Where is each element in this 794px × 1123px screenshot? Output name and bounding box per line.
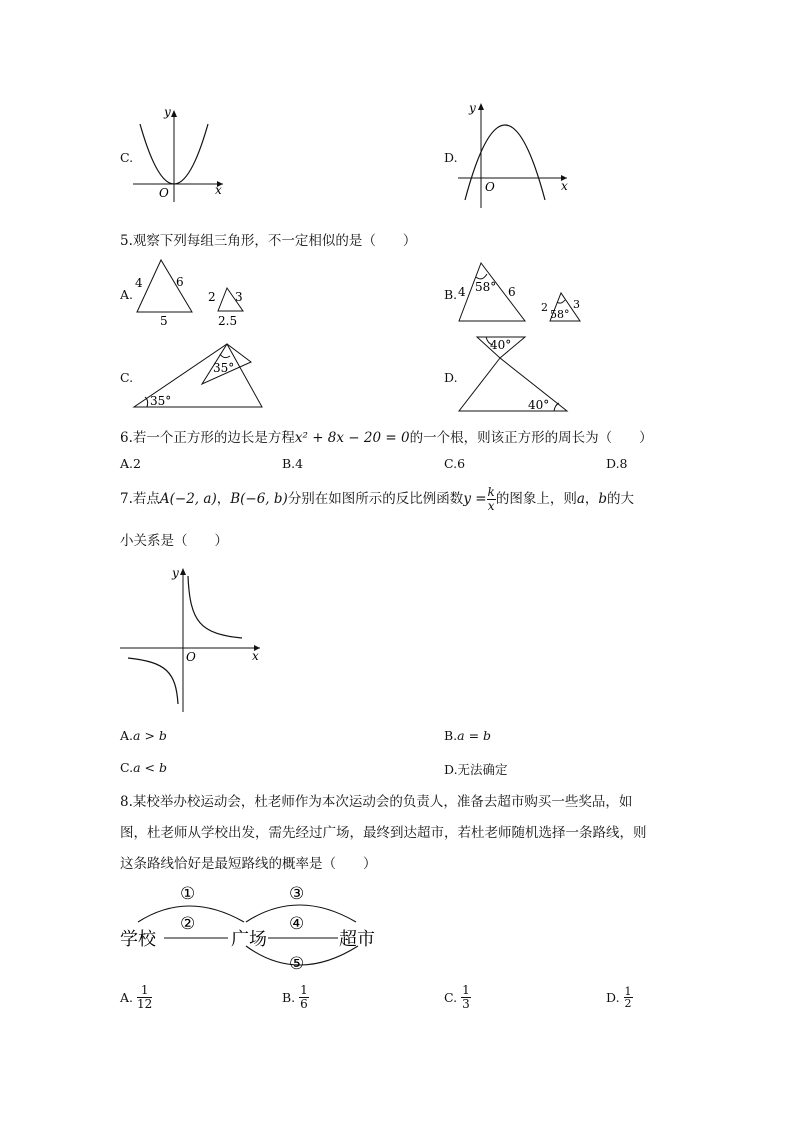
q8-stem-line1: 8.某校举办校运动会，杜老师作为本次运动会的负责人，准备去超市购买一些奖品，如: [120, 794, 633, 810]
q7-option-a: [120, 728, 167, 743]
q8-option-d-fraction: [624, 986, 633, 1009]
q4-option-c-graph: [128, 104, 228, 204]
q5c-angle-small: 35°: [213, 361, 235, 375]
q7-func-num: k: [487, 485, 495, 499]
q5a-t2-side-left: 2: [208, 290, 216, 304]
q5b-t1-side-right: 6: [508, 285, 516, 299]
q7-stem-part4: 的大: [607, 491, 635, 507]
q5a-t2-side-bottom: 2.5: [218, 314, 238, 328]
q5-option-c-figure: [130, 338, 270, 413]
q5b-t2-side-left: 2: [541, 301, 548, 314]
q5-option-a-figure: [130, 255, 260, 330]
q8-school-label: 学校: [120, 929, 156, 950]
q5a-t2-side-right: 3: [235, 290, 243, 304]
q4c-y-label: y: [164, 105, 171, 119]
q8-option-c: [444, 984, 471, 1011]
q8-option-b: [282, 984, 309, 1011]
q6-stem-pre: 6.若一个正方形的边长是方程: [120, 430, 295, 446]
q7-option-c: [120, 760, 167, 775]
q5-option-b-label: B.: [444, 287, 458, 302]
q5-option-d-label: D.: [444, 370, 458, 385]
q7-point-a: A(−2, a): [159, 491, 217, 507]
q8-route-5-label: ⑤: [289, 954, 305, 974]
q5-option-d-figure: [455, 333, 575, 415]
q7-func-lhs: y =: [463, 491, 487, 507]
q4d-origin-label: O: [485, 180, 495, 194]
q7-option-a-expr: a > b: [133, 728, 167, 743]
q7-option-a-label: A.: [120, 728, 134, 743]
q5b-t1-angle: 58°: [475, 280, 497, 294]
q7-option-b-label: B.: [444, 728, 458, 743]
q8-route-4-label: ④: [289, 914, 305, 934]
q8-option-a-num: 1: [137, 984, 152, 998]
q7-option-b-expr: a = b: [457, 728, 492, 743]
q8-option-d: [606, 986, 633, 1009]
q7-stem-line2: 小关系是（ ）: [120, 533, 228, 549]
q5c-angle-large: 35°: [150, 394, 172, 408]
q7-stem-part1: 7.若点: [120, 491, 160, 507]
q8-option-b-den: 6: [300, 997, 308, 1011]
q7-stem-line1: [120, 486, 634, 513]
q5-option-a-label: A.: [120, 287, 134, 302]
q8-option-b-fraction: [299, 984, 309, 1011]
q7-stem-part3: 的图象上，则: [495, 491, 577, 507]
q5a-t1-side-left: 4: [135, 276, 143, 290]
q7-y-label: y: [172, 566, 179, 580]
q6-stem: [120, 426, 653, 446]
q8-option-c-label: C.: [444, 990, 458, 1005]
q5-option-c-label: C.: [120, 370, 134, 385]
q8-option-d-label: D.: [606, 990, 620, 1005]
q7-func-fraction: [487, 486, 496, 513]
q4d-x-label: x: [561, 179, 568, 193]
q8-plaza-label: 广场: [231, 929, 267, 950]
q8-route-1-label: ①: [180, 884, 196, 904]
q8-option-d-den: 2: [624, 997, 632, 1010]
q4c-x-label: x: [215, 183, 222, 197]
q7-origin-label: O: [186, 650, 196, 664]
q8-option-a-label: A.: [120, 990, 134, 1005]
q7-point-b: B(−6, b): [230, 491, 288, 507]
q6-option-a: A.2: [120, 456, 141, 471]
q8-option-c-den: 3: [462, 997, 470, 1011]
q7-var-a: a: [576, 491, 585, 507]
q7-option-c-label: C.: [120, 760, 134, 775]
q7-option-d: D.无法确定: [444, 762, 508, 777]
q5d-angle-top: 40°: [490, 338, 512, 352]
q8-option-a-fraction: [137, 984, 152, 1011]
q5b-t2-angle: 58°: [550, 308, 570, 321]
q8-option-b-label: B.: [282, 990, 296, 1005]
q6-option-d: D.8: [606, 456, 628, 471]
q8-option-b-num: 1: [300, 983, 308, 997]
q7-hyperbola-graph: [118, 562, 268, 714]
q8-market-label: 超市: [339, 929, 375, 950]
q8-stem-line3: 这条路线恰好是最短路线的概率是（ ）: [120, 856, 377, 872]
q6-equation: x² + 8x − 20 = 0: [294, 430, 410, 446]
q8-route-diagram: [118, 880, 388, 975]
q7-option-b: [444, 728, 491, 743]
q8-option-a: [120, 984, 152, 1011]
q7-x-label: x: [252, 649, 259, 663]
q8-option-d-num: 1: [624, 985, 632, 998]
q4-option-d-graph: [455, 100, 575, 210]
q7-stem-part2: 分别在如图所示的反比例函数: [287, 491, 464, 507]
q6-option-b: B.4: [282, 456, 304, 471]
q7-var-b: b: [598, 491, 608, 507]
q8-route-2-label: ②: [180, 914, 196, 934]
q7-separator: ，: [216, 491, 231, 507]
q8-option-c-num: 1: [462, 983, 470, 997]
q5a-t1-side-right: 6: [176, 275, 184, 289]
q4c-origin-label: O: [159, 186, 169, 200]
q8-option-c-fraction: [461, 984, 471, 1011]
q4-option-d-label: D.: [444, 150, 458, 165]
q7-func-den: x: [487, 499, 495, 513]
q5d-angle-bottom: 40°: [528, 398, 550, 412]
q5-option-b-figure: [455, 260, 590, 325]
q5-stem: 5.观察下列每组三角形，不一定相似的是（ ）: [120, 233, 417, 249]
q7-comma: ，: [584, 491, 599, 507]
q8-route-3-label: ③: [289, 884, 305, 904]
q4-option-c-label: C.: [120, 150, 134, 165]
q6-stem-post: 的一个根，则该正方形的周长为（ ）: [409, 430, 653, 446]
q8-stem-line2: 图，杜老师从学校出发，需先经过广场，最终到达超市，若杜老师随机选择一条路线，则: [120, 825, 647, 841]
q5b-t2-side-right: 3: [573, 298, 580, 311]
q4d-y-label: y: [469, 101, 476, 115]
q6-option-c: C.6: [444, 456, 466, 471]
q7-option-c-expr: a < b: [133, 760, 167, 775]
q8-option-a-den: 12: [137, 997, 153, 1011]
q5b-t1-side-left: 4: [458, 285, 466, 299]
q5a-t1-side-bottom: 5: [160, 314, 168, 328]
